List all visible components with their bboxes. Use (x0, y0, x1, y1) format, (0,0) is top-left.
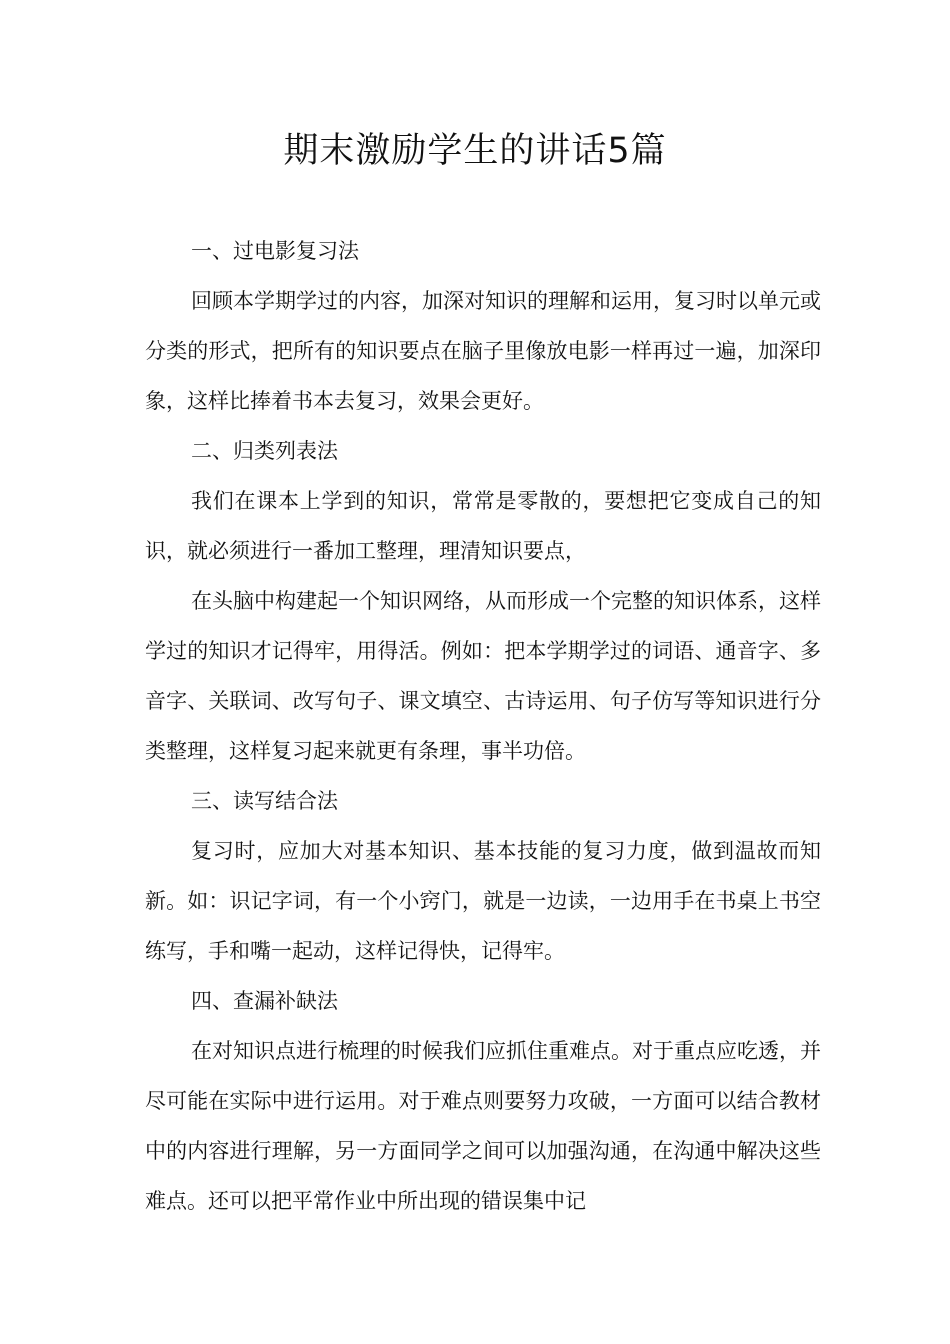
section-heading-1: 一、过电影复习法 (191, 239, 359, 263)
paragraph: 复习时，应加大对基本知识、基本技能的复习力度，做到温故而知新。如：识记字词，有一个小窍门，就是一边读，一边用手在书桌上书空练写，手和嘴一起动，这样记得快，记得牢。 (145, 839, 821, 963)
document-body (145, 226, 821, 1226)
section-heading-2: 二、归类列表法 (191, 439, 338, 463)
document-title: 期末激励学生的讲话5篇 (283, 131, 667, 171)
section-heading-3: 三、读写结合法 (191, 789, 338, 813)
paragraph: 在对知识点进行梳理的时候我们应抓住重难点。对于重点应吃透，并尽可能在实际中进行运用。对于难点则要努力攻破，一方面可以结合教材中的内容进行理解，另一方面同学之间可以加强沟通，在沟通中解决这些难点。还可以把平常作业中所出现的错误集中记 (145, 1039, 821, 1213)
section-heading-4: 四、查漏补缺法 (191, 989, 338, 1013)
paragraph: 我们在课本上学到的知识，常常是零散的，要想把它变成自己的知识，就必须进行一番加工整理，理清知识要点， (145, 489, 821, 563)
paragraph: 在头脑中构建起一个知识网络，从而形成一个完整的知识体系，这样学过的知识才记得牢，用得活。例如：把本学期学过的词语、通音字、多音字、关联词、改写句子、课文填空、古诗运用、句子仿写等知识进行分类整理，这样复习起来就更有条理，事半功倍。 (145, 589, 821, 763)
paragraph: 回顾本学期学过的内容，加深对知识的理解和运用，复习时以单元或分类的形式，把所有的知识要点在脑子里像放电影一样再过一遍，加深印象，这样比捧着书本去复习，效果会更好。 (145, 289, 821, 413)
